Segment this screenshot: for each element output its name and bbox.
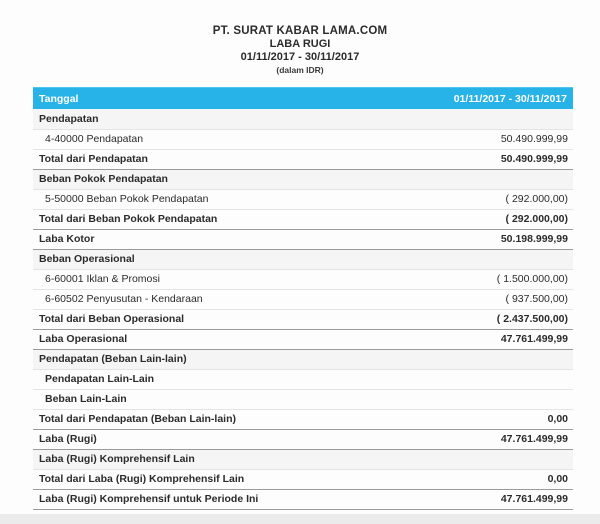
table-row: [33, 289, 573, 309]
table-row: [33, 329, 573, 349]
table-row: [33, 369, 573, 389]
row-value: ( 292.000,00): [403, 209, 573, 229]
profit-loss-table: [33, 109, 573, 510]
table-row: [33, 429, 573, 449]
report-title: LABA RUGI: [269, 38, 331, 51]
report-header: [0, 0, 600, 75]
row-label: Pendapatan Lain-Lain: [33, 369, 403, 389]
row-label: Laba Operasional: [33, 329, 403, 349]
table-row: [33, 309, 573, 329]
table-row: [33, 409, 573, 429]
row-value: 47.761.499,99: [403, 429, 573, 449]
row-label: 6-60502 Penyusutan - Kendaraan: [33, 289, 403, 309]
row-value: [403, 349, 573, 369]
currency-note: (dalam IDR): [276, 64, 324, 75]
row-label: 6-60001 Iklan & Promosi: [33, 269, 403, 289]
row-value: ( 292.000,00): [403, 189, 573, 209]
table-row: [33, 349, 573, 369]
row-label: Beban Operasional: [33, 249, 403, 269]
table-row: [33, 449, 573, 469]
table-header-bar: [33, 87, 573, 109]
row-label: Pendapatan (Beban Lain-lain): [33, 349, 403, 369]
row-value: 47.761.499,99: [403, 489, 573, 509]
row-label: Total dari Beban Pokok Pendapatan: [33, 209, 403, 229]
table-row: [33, 109, 573, 129]
table-row: [33, 189, 573, 209]
table-row: [33, 169, 573, 189]
table-header-left-label: Tanggal: [39, 92, 79, 105]
row-value: 50.490.999,99: [403, 129, 573, 149]
row-value: ( 1.500.000,00): [403, 269, 573, 289]
row-value: [403, 169, 573, 189]
row-label: Pendapatan: [33, 109, 403, 129]
row-value: 47.761.499,99: [403, 329, 573, 349]
row-label: 4-40000 Pendapatan: [33, 129, 403, 149]
row-value: [403, 249, 573, 269]
row-value: 50.198.999,99: [403, 229, 573, 249]
row-label: Beban Pokok Pendapatan: [33, 169, 403, 189]
row-label: Total dari Pendapatan: [33, 149, 403, 169]
row-value: [403, 389, 573, 409]
table-row: [33, 209, 573, 229]
row-value: [403, 109, 573, 129]
row-value: 0,00: [403, 469, 573, 489]
table-row: [33, 269, 573, 289]
table-header-right-label: 01/11/2017 - 30/11/2017: [453, 92, 567, 105]
table-row: [33, 489, 573, 509]
row-label: Laba Kotor: [33, 229, 403, 249]
table-row: [33, 149, 573, 169]
row-label: Laba (Rugi) Komprehensif untuk Periode Ini: [33, 489, 403, 509]
report-table-container: [33, 87, 573, 510]
table-row: [33, 249, 573, 269]
table-row: [33, 389, 573, 409]
table-row: [33, 129, 573, 149]
row-value: ( 2.437.500,00): [403, 309, 573, 329]
row-label: Laba (Rugi): [33, 429, 403, 449]
row-value: ( 937.500,00): [403, 289, 573, 309]
table-row: [33, 469, 573, 489]
row-label: 5-50000 Beban Pokok Pendapatan: [33, 189, 403, 209]
row-value: 50.490.999,99: [403, 149, 573, 169]
row-label: Total dari Laba (Rugi) Komprehensif Lain: [33, 469, 403, 489]
row-label: Total dari Pendapatan (Beban Lain-lain): [33, 409, 403, 429]
row-value: [403, 369, 573, 389]
company-name: PT. SURAT KABAR LAMA.COM: [212, 25, 388, 37]
row-value: [403, 449, 573, 469]
row-value: 0,00: [403, 409, 573, 429]
row-label: Laba (Rugi) Komprehensif Lain: [33, 449, 403, 469]
report-period: 01/11/2017 - 30/11/2017: [240, 51, 360, 64]
bottom-band: [0, 514, 600, 524]
row-label: Beban Lain-Lain: [33, 389, 403, 409]
row-label: Total dari Beban Operasional: [33, 309, 403, 329]
table-row: [33, 229, 573, 249]
